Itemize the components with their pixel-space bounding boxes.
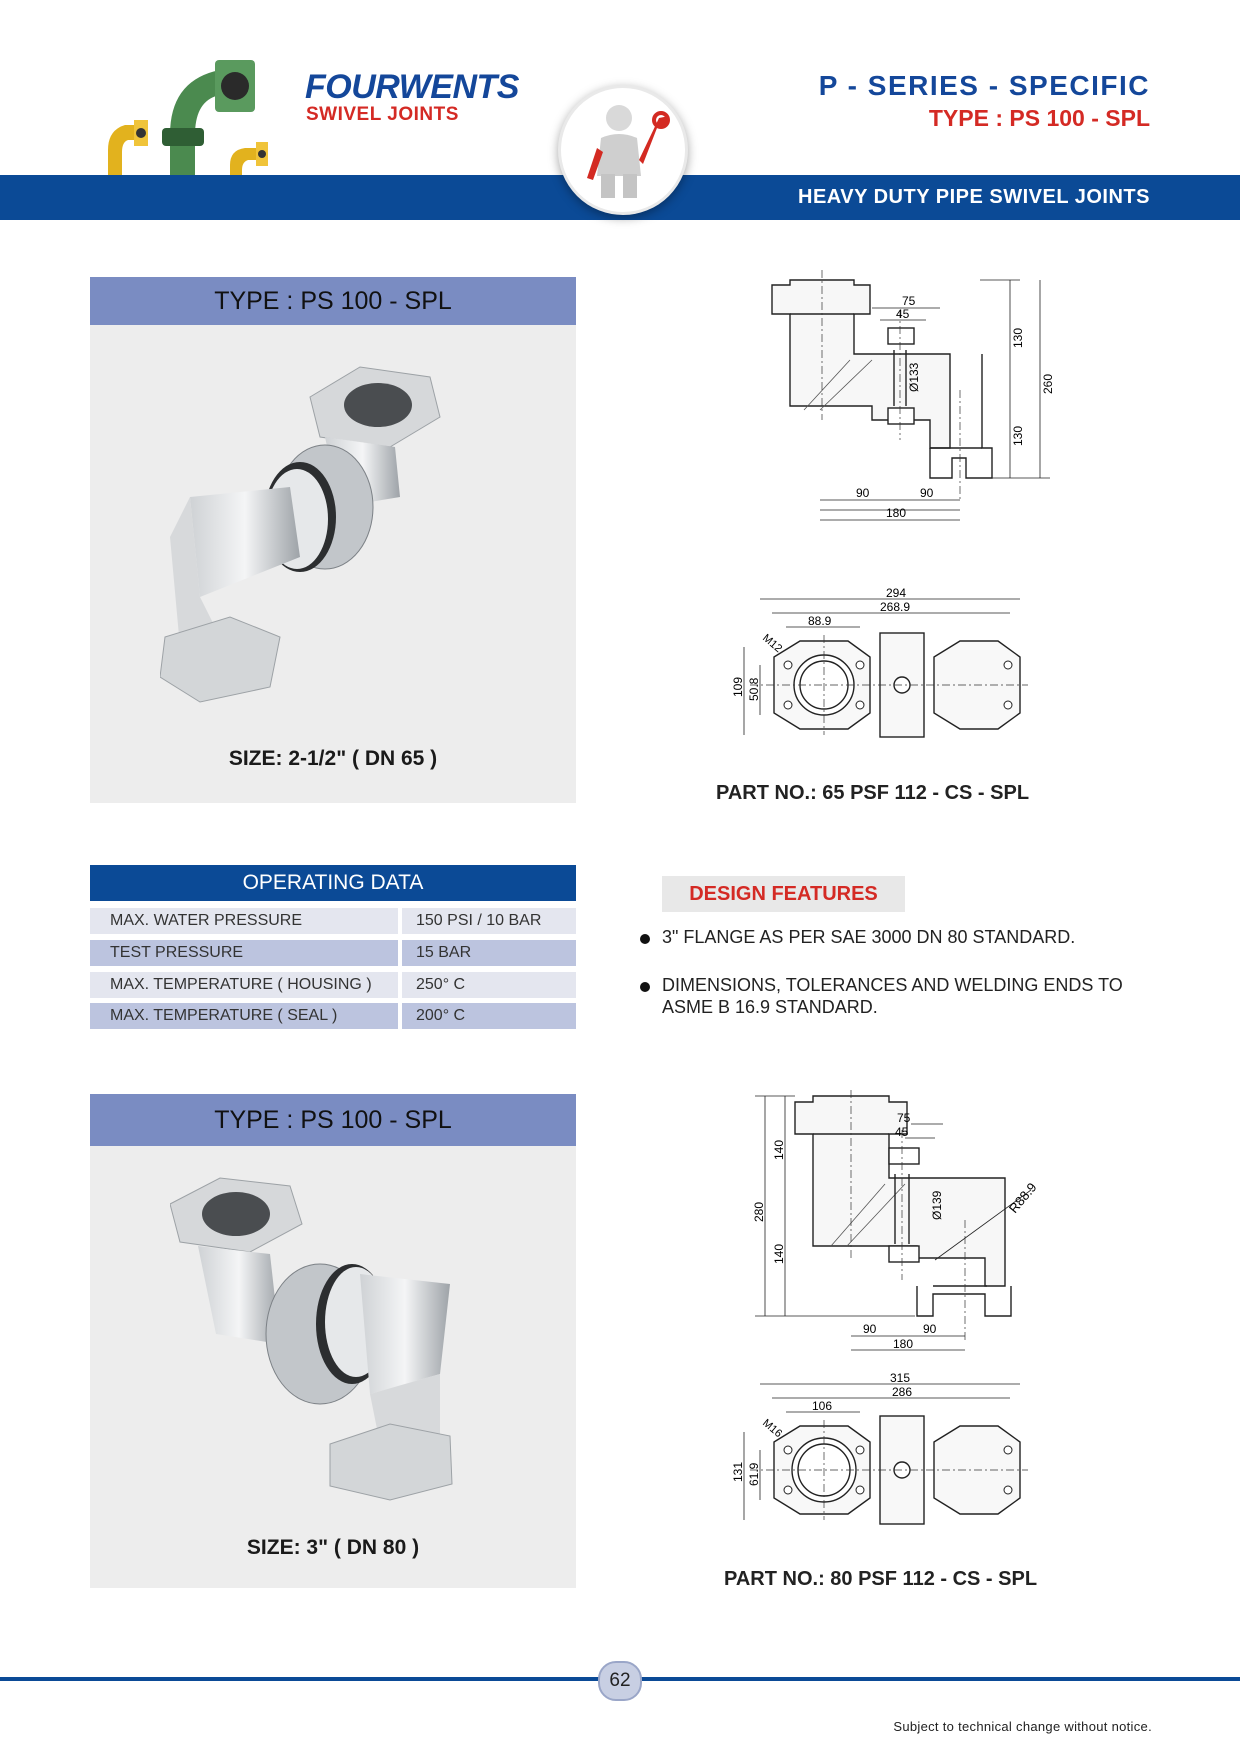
operating-data-heading: OPERATING DATA xyxy=(90,865,576,901)
table-row xyxy=(90,972,576,998)
product-panel-2 xyxy=(90,1094,576,1588)
dim-diameter: Ø133 xyxy=(907,362,921,392)
table-cell-value: 150 PSI / 10 BAR xyxy=(402,908,576,934)
plan-dim-l1: 315 xyxy=(890,1371,911,1385)
table-row xyxy=(90,940,576,966)
dim-radius: R88.9 xyxy=(1005,1179,1040,1216)
dim-45: 45 xyxy=(896,307,910,321)
plan-dim-l1: 294 xyxy=(886,586,907,600)
technical-drawing-side-1 xyxy=(760,270,1080,570)
plan-dim-l3: 88.9 xyxy=(808,614,832,628)
table-row xyxy=(90,908,576,934)
table-cell-label: MAX. WATER PRESSURE xyxy=(90,908,398,934)
page-number: 62 xyxy=(598,1661,642,1701)
product-type-heading: TYPE : PS 100 - SPL xyxy=(90,1094,576,1146)
header-band-text: HEAVY DUTY PIPE SWIVEL JOINTS xyxy=(798,186,1150,208)
plan-dim-h2: 61.9 xyxy=(747,1462,761,1486)
table-row xyxy=(90,1003,576,1029)
plan-dim-l2: 268.9 xyxy=(880,600,911,614)
product-panel-1 xyxy=(90,277,576,803)
list-item: DIMENSIONS, TOLERANCES AND WELDING ENDS TO ASME B 16.9 STANDARD. xyxy=(640,974,1142,1018)
product-size-label: SIZE: 3" ( DN 80 ) xyxy=(246,1536,420,1559)
dim-total: 280 xyxy=(752,1201,766,1222)
table-cell-value: 15 BAR xyxy=(402,940,576,966)
dim-wt: 180 xyxy=(893,1337,914,1351)
dim-75: 75 xyxy=(902,294,916,308)
header xyxy=(0,0,1240,220)
footer-note: Subject to technical change without notice. xyxy=(893,1719,1152,1734)
product-type-heading: TYPE : PS 100 - SPL xyxy=(90,277,576,325)
dim-total: 260 xyxy=(1041,373,1055,394)
plan-dim-h2: 50.8 xyxy=(747,677,761,701)
table-cell-label: TEST PRESSURE xyxy=(90,940,398,966)
dim-h2: 140 xyxy=(772,1243,786,1264)
table-cell-label: MAX. TEMPERATURE ( HOUSING ) xyxy=(90,972,398,998)
dim-h1: 140 xyxy=(772,1139,786,1160)
plan-dim-bolt: M16 xyxy=(760,1417,785,1441)
part-number-1: PART NO.: 65 PSF 112 - CS - SPL xyxy=(716,782,1030,804)
dim-h2: 130 xyxy=(1011,425,1025,446)
dim-h1: 130 xyxy=(1011,327,1025,348)
plan-dim-l3: 106 xyxy=(812,1399,833,1413)
table-cell-label: MAX. TEMPERATURE ( SEAL ) xyxy=(90,1003,398,1029)
table-cell-value: 200° C xyxy=(402,1003,576,1029)
dim-wt: 180 xyxy=(886,506,907,520)
dim-w2: 90 xyxy=(920,486,934,500)
plan-dim-h1: 109 xyxy=(731,676,745,697)
dim-45: 45 xyxy=(895,1125,909,1139)
technical-drawing-plan-2 xyxy=(730,1370,1030,1530)
table-cell-value: 250° C xyxy=(402,972,576,998)
brand-subtitle: SWIVEL JOINTS xyxy=(306,104,459,125)
series-title: P - SERIES - SPECIFIC xyxy=(818,70,1150,101)
series-type: TYPE : PS 100 - SPL xyxy=(928,105,1150,131)
dim-diameter: Ø139 xyxy=(930,1190,944,1220)
dim-w2: 90 xyxy=(923,1322,937,1336)
plan-dim-l2: 286 xyxy=(892,1385,913,1399)
brand-name: FOURWENTS xyxy=(305,68,519,106)
technical-drawing-side-2 xyxy=(735,1090,1065,1355)
technical-drawing-plan-1 xyxy=(730,585,1030,745)
dim-w1: 90 xyxy=(856,486,870,500)
dim-w1: 90 xyxy=(863,1322,877,1336)
swivel-joint-elbow-image xyxy=(170,1174,510,1504)
list-item: 3" FLANGE AS PER SAE 3000 DN 80 STANDARD. xyxy=(640,926,1182,948)
dim-75: 75 xyxy=(897,1111,911,1125)
mascot-wrench-icon xyxy=(558,85,688,215)
plan-dim-bolt: M12 xyxy=(760,632,785,656)
part-number-2: PART NO.: 80 PSF 112 - CS - SPL xyxy=(724,1568,1038,1590)
design-features-heading: DESIGN FEATURES xyxy=(662,876,905,912)
product-size-label: SIZE: 2-1/2" ( DN 65 ) xyxy=(228,747,438,770)
plan-dim-h1: 131 xyxy=(731,1461,745,1482)
swivel-joint-elbow-image xyxy=(160,337,520,717)
